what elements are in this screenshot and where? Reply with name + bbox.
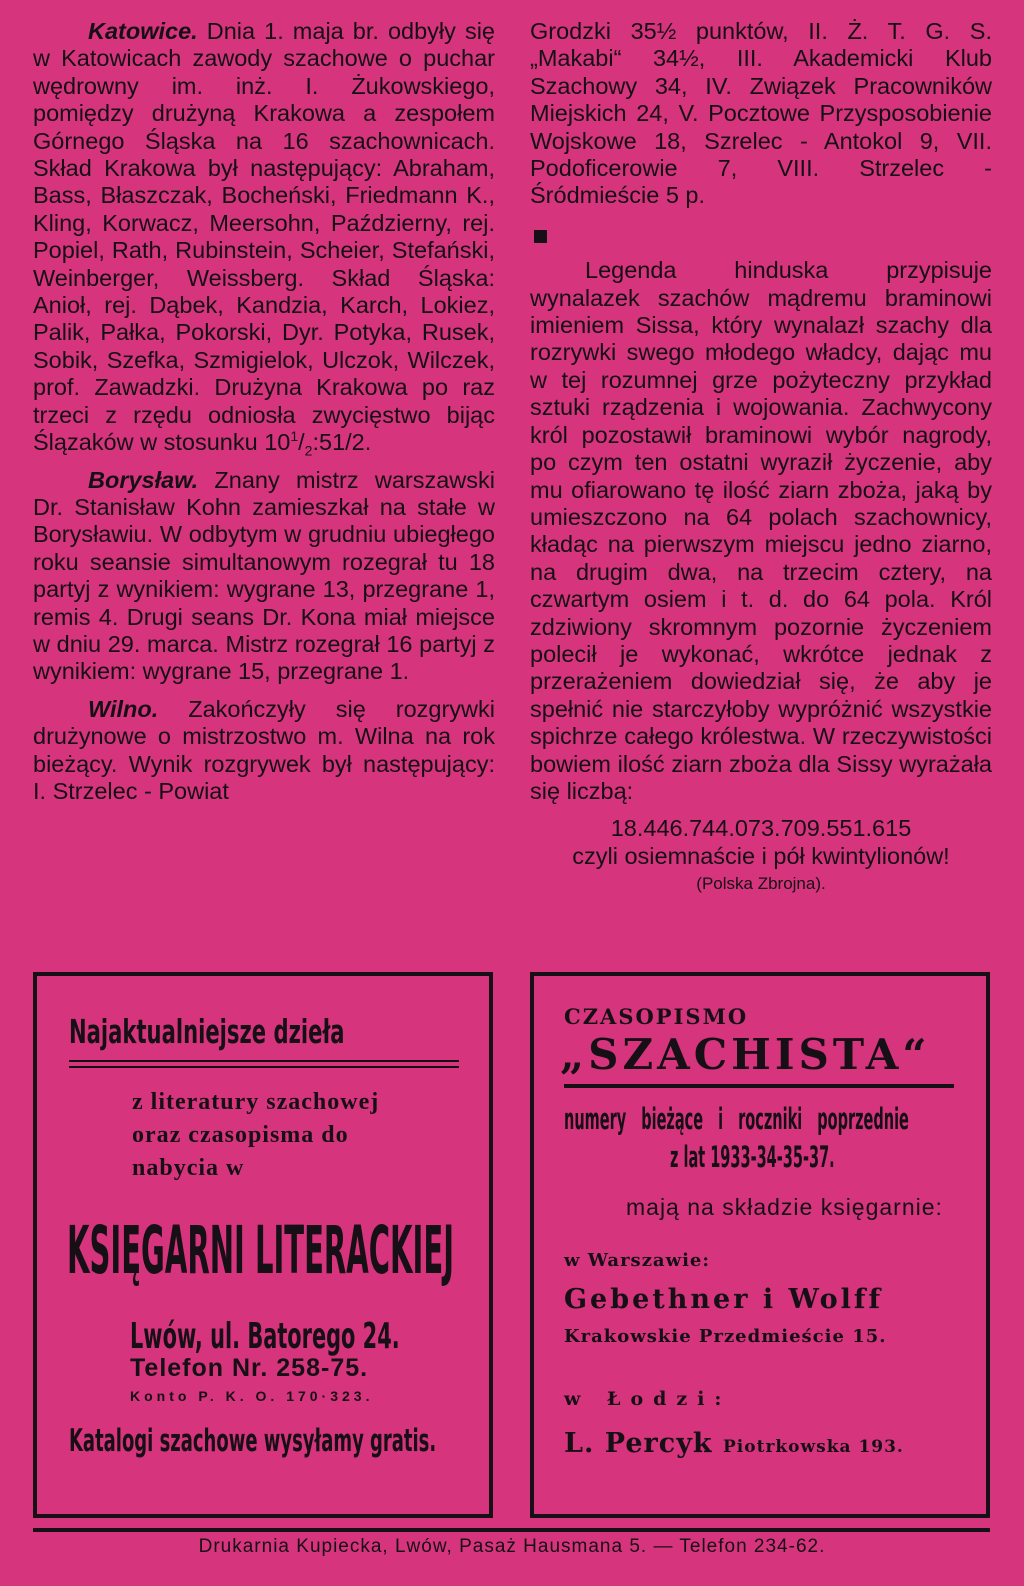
magazine-label: CZASOPISMO	[564, 1004, 749, 1029]
bookstore-advertisement	[33, 972, 493, 1518]
bookstores-intro: mają na składzie księgarnie:	[626, 1194, 943, 1220]
divider	[69, 1066, 459, 1068]
place-boryslaw: Borysław.	[88, 466, 199, 493]
place-wilno: Wilno.	[88, 695, 159, 722]
bookstore-percyk: L. Percyk Piotrkowska 193.	[564, 1428, 904, 1459]
left-column	[33, 18, 495, 815]
place-katowice: Katowice.	[88, 18, 198, 44]
legend-paragraph: Legenda hinduska przypisuje wynalazek szachów mądremu braminowi imieniem Sissa, który wynalazł szachy dla rozrywki swego młodego władcy, dając mu w tej rozumnej grze pożyteczny przykład sztuki rządzenia i wojowania. Zachwycony król pozostawił braminowi wybór nagrody, po czym ten ostatni wyraził życzenie, aby mu ofiarowano tę ilość ziarn zboża, jaką by umieszczono na 64 polach szachownicy, kładąc na pierwszym miejscu jedno ziarno, na drugim dwa, na trzecim cztery, na czwartym osiem i t. d. do 64 pola. Król zdziwiony skromnym pozornie życzeniem polecił je wykonać, wkrótce jednak z przerażeniem dowiedział się, że aby je spełnić nie starczyłoby wypróżnić wszystkie spichrze całego królestwa. W rzeczywistości bowiem ilość ziarn zboża dla Sissy wyrażała się liczbą:	[530, 257, 992, 804]
footer-divider	[33, 1528, 990, 1532]
bookstore-gebethner-wolff: Gebethner i Wolff	[564, 1284, 884, 1315]
bookstore-address: Lwów, ul. Batorego 24.	[130, 1316, 400, 1357]
city-warsaw: w Warszawie:	[564, 1250, 711, 1271]
magazine-issues: numery bieżące i roczniki poprzednie	[564, 1102, 909, 1136]
address-piotrkowska: Piotrkowska 193.	[723, 1437, 904, 1457]
news-wilno-continued: Grodzki 35½ punktów, II. Ż. T. G. S. „Makabi“ 34½, III. Akademicki Klub Szachowy 34, IV. Związek Pracowników Miejskich 24, V. Pocztowe Przysposobienie Wojskowe 18, Szrelec - Antokol 9, VII. Podoficerowie 7, VIII. Strzelec - Śródmieście 5 p.	[530, 18, 992, 209]
ad-left-title: Najaktualniejsze dzieła	[69, 1012, 345, 1051]
news-katowice: Katowice. Dnia 1. maja br. odbyły się w Katowicach zawody szachowe o puchar wędrowny im. inż. I. Żukowskiego, pomiędzy drużyną Krakowa a zespołem Górnego Śląska na 16 szachownicach. Skład Krakowa był następujący: Abraham, Bass, Błaszczak, Bocheński, Friedmann K., Kling, Korwacz, Meersohn, Październy, rej. Popiel, Rath, Rubinstein, Scheier, Stefański, Weinberger, Weissberg. Skład Śląska: Anioł, rej. Dąbek, Kandzia, Karch, Lokiez, Palik, Pałka, Pokorski, Dyr. Potyka, Rusek, Sobik, Szefka, Szmigielok, Ulczok, Wilczek, prof. Zawadzki. Drużyna Krakowa po raz trzeci z rzędu odniosła zwycięstwo bijąc Ślązaków w stosunku $10^1/_2:51/2$.	[33, 18, 495, 459]
source-note: (Polska Zbrojna).	[696, 874, 826, 894]
printer-footer: Drukarnia Kupiecka, Lwów, Pasaż Hausmana 5. — Telefon 234-62.	[198, 1536, 826, 1557]
magazine-years: z lat 1933-34-35-37.	[670, 1140, 835, 1174]
bookstore-phone: Telefon Nr. 258-75.	[130, 1354, 369, 1382]
address-krakowskie: Krakowskie Przedmieście 15.	[564, 1326, 887, 1347]
grain-number: 18.446.744.073.709.551.615	[610, 815, 912, 842]
right-column	[530, 18, 992, 898]
section-marker-icon	[534, 230, 547, 243]
catalog-note: Katalogi szachowe wysyłamy gratis.	[69, 1423, 437, 1459]
bookstore-account: Konto P. K. O. 170·323.	[130, 1388, 374, 1404]
magazine-title: „SZACHISTA“	[560, 1030, 931, 1079]
divider	[564, 1084, 954, 1088]
city-lodz: w Łodzi:	[564, 1388, 732, 1410]
news-boryslaw: Borysław. Znany mistrz warszawski Dr. Stanisław Kohn zamieszkał na stałe w Borysławiu. W odbytym w grudniu ubiegłego roku seansie simultanowym rozegrał tu 18 partyj z wynikiem: wygrane 13, przegrane 1, remis 4. Drugi seans Dr. Kona miał miejsce w dniu 29. marca. Mistrz rozegrał 16 partyj z wynikiem: wygrane 15, przegrane 1.	[33, 466, 495, 685]
magazine-advertisement	[530, 972, 990, 1518]
bookstore-name: KSIĘGARNI LITERACKIEJ	[67, 1212, 455, 1289]
divider	[69, 1060, 459, 1062]
news-wilno: Wilno. Zakończyły się rozgrywki drużynowe o mistrzostwo m. Wilna na rok bieżący. Wynik rozgrywek był następujący: I. Strzelec - Powiat	[33, 695, 495, 804]
ad-left-body: z literatury szachowej oraz czasopisma do nabycia w	[132, 1089, 380, 1181]
grain-conclusion: czyli osiemnaście i pół kwintylionów!	[572, 842, 950, 869]
